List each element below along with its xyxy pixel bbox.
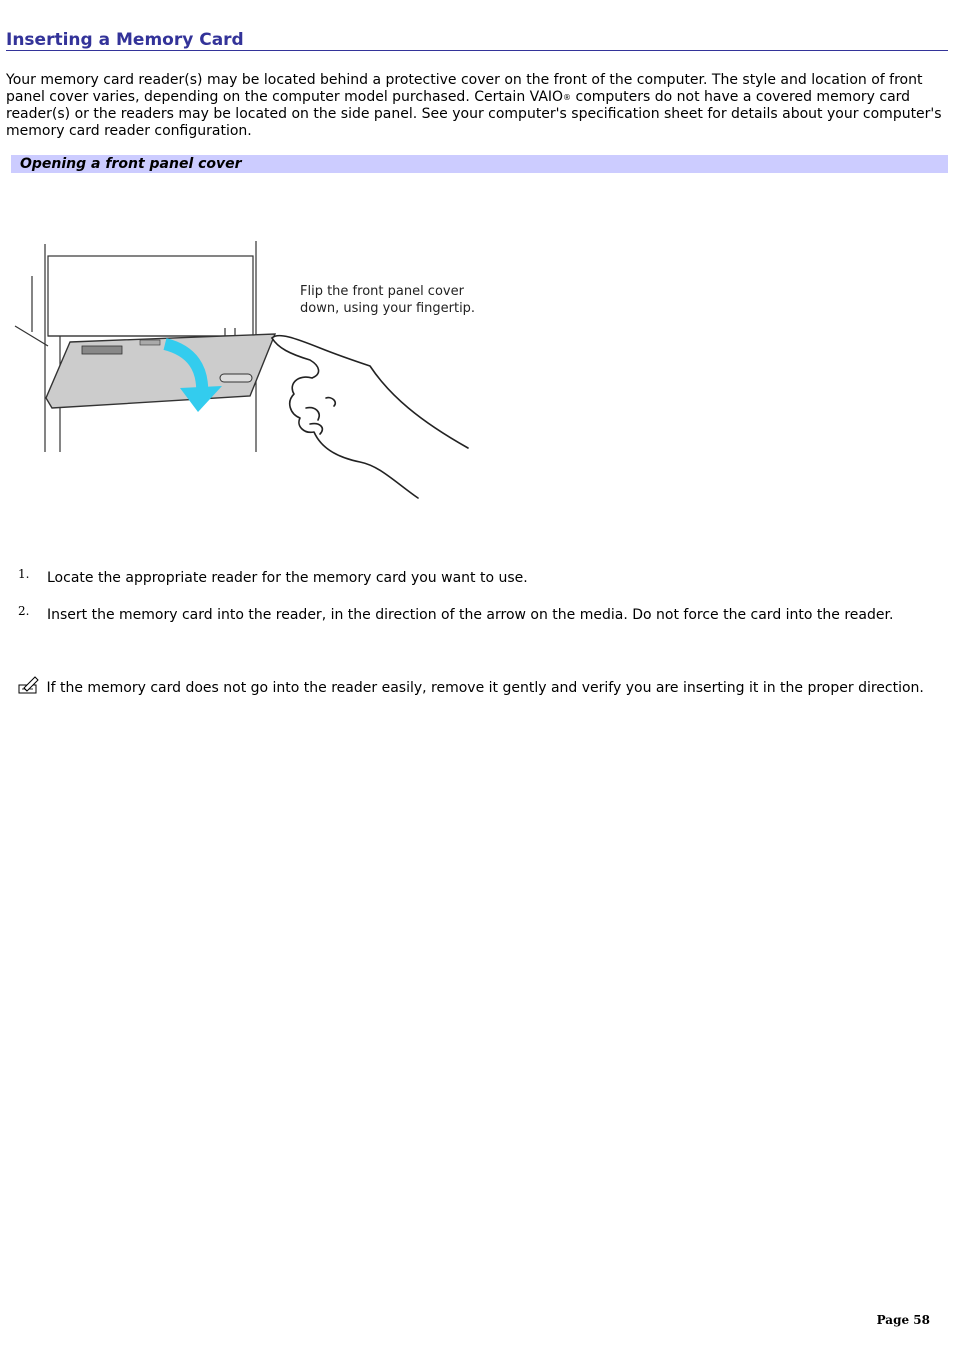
page-number: Page 58 <box>876 1313 930 1327</box>
note-text: If the memory card does not go into the reader easily, remove it gently and verify you are inserting it in the proper direction. <box>42 680 924 696</box>
step-text: Insert the memory card into the reader, in the direction of the arrow on the media. Do not force the card into the reader. <box>47 607 894 623</box>
front-panel-drawing <box>10 236 500 506</box>
intro-paragraph <box>6 72 948 140</box>
page-title: Inserting a Memory Card <box>6 30 948 51</box>
registered-mark: ® <box>563 93 572 102</box>
note-paragraph <box>6 676 948 697</box>
step-number: 1. <box>18 567 30 581</box>
figure-caption-line-1: Flip the front panel cover <box>300 284 464 299</box>
note-pencil-icon <box>16 676 42 694</box>
step-number: 2. <box>18 604 30 618</box>
intro-text-1: Your memory card reader(s) may be located behind a protective cover on the front of the computer. The style and location of front panel cover varies, depending on the computer model purchased. Certain VAIO <box>6 72 923 105</box>
step-text: Locate the appropriate reader for the memory card you want to use. <box>47 570 528 586</box>
section-heading-bar <box>11 155 948 173</box>
intro-text-2: computers do not have a covered memory card reader(s) or the readers may be located on the side panel. See your computer's specification sheet for details about your computer's memory card reader configuration. <box>6 89 942 139</box>
front-panel-illustration <box>10 236 500 506</box>
section-heading: Opening a front panel cover <box>20 156 242 172</box>
figure-caption-line-2: down, using your fingertip. <box>300 301 476 316</box>
